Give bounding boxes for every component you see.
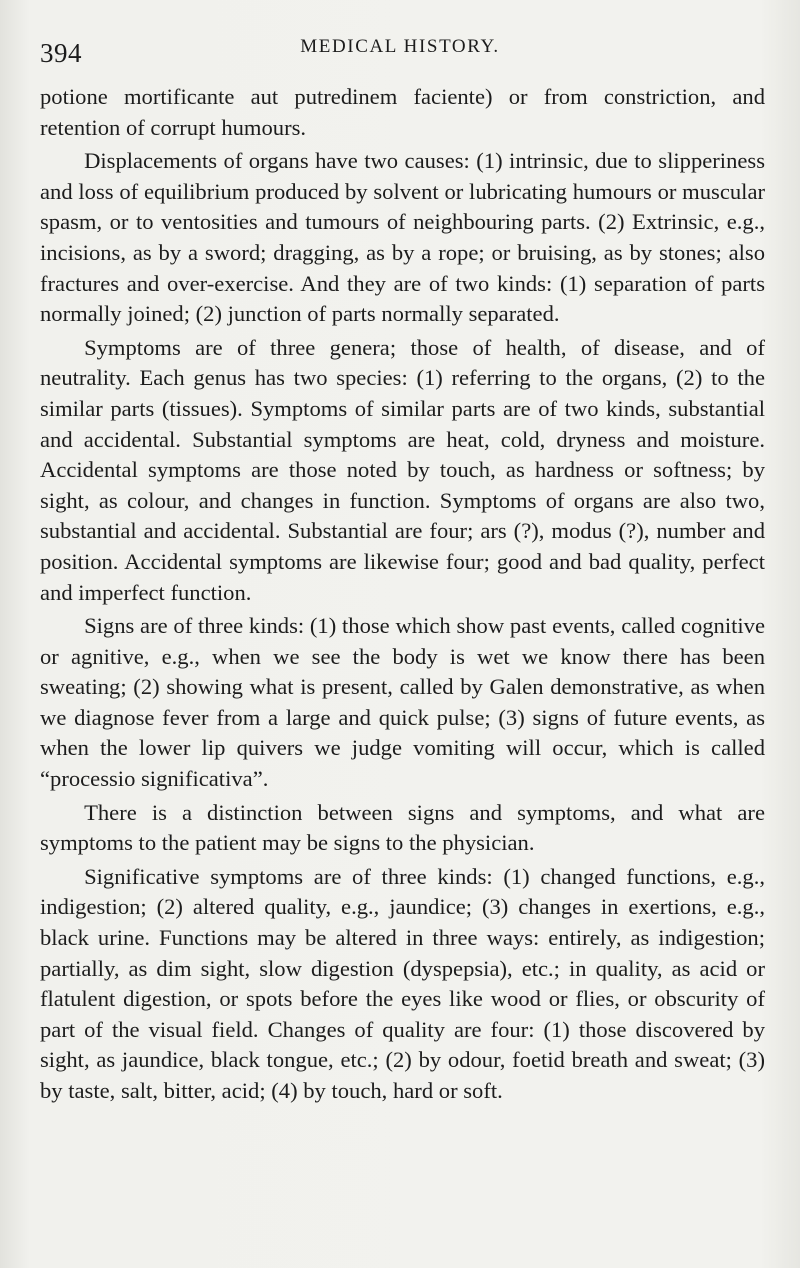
paragraph-6: Significative symptoms are of three kinds: (1) changed functions, e.g., indigestion; (2) altered quality, e.g., jaundice; (3) changes in exertions, e.g., black urine. Functions may be altered in three ways: entirely, as indigestion; partially, as dim sight, slow digestion (dyspepsia), etc.; in quality, as acid or flatulent digestion, or spots before the eyes like wood or flies, or obscurity of part of the visual field. Changes of quality are four: (1) those discovered by sight, as jaundice, black tongue, etc.; (2) by odour, foetid breath and sweat; (3) by taste, salt, bitter, acid; (4) by touch, hard or soft. [40, 863, 765, 1103]
body-text [40, 82, 765, 1110]
page-number: 394 [40, 38, 82, 68]
paragraph-4: Signs are of three kinds: (1) those which show past events, called cognitive or agnitive, e.g., when we see the body is wet we know there has been sweating; (2) showing what is present, called by Galen demonstrative, as when we diagnose fever from a large and quick pulse; (3) signs of future events, as when the lower lip quivers we judge vomiting will occur, which is called “processio significativa”. [40, 613, 765, 792]
running-head: MEDICAL HISTORY. [300, 36, 500, 57]
paragraph-3: Symptoms are of three genera; those of health, of disease, and of neutrality. Each genus has two species: (1) referring to the organs, (2) to the similar parts (tissues). Symptoms of similar parts are of two kinds, substantial and accidental. Substantial symptoms are heat, cold, dryness and moisture. Accidental symptoms are those noted by touch, as hardness or softness; by sight, as colour, and changes in function. Symptoms of organs are also two, substantial and accidental. Substantial are four; ars (?), modus (?), number and position. Accidental symptoms are likewise four; good and bad quality, perfect and imperfect function. [40, 334, 765, 605]
page-header [40, 32, 760, 72]
paragraph-5: There is a distinction between signs and symptoms, and what are symptoms to the patient may be signs to the physician. [40, 799, 765, 856]
paragraph-2: Displacements of organs have two causes: (1) intrinsic, due to slipperiness and loss of equilibrium produced by solvent or lubricating humours or muscular spasm, or to ventosities and tumours of neighbouring parts. (2) Extrinsic, e.g., incisions, as by a sword; dragging, as by a rope; or bruising, as by stones; also fractures and over-exercise. And they are of two kinds: (1) separation of parts normally joined; (2) junction of parts normally separated. [40, 148, 765, 327]
paragraph-1: potione mortificante aut putredinem faciente) or from constriction, and retention of corrupt humours. [40, 84, 765, 140]
